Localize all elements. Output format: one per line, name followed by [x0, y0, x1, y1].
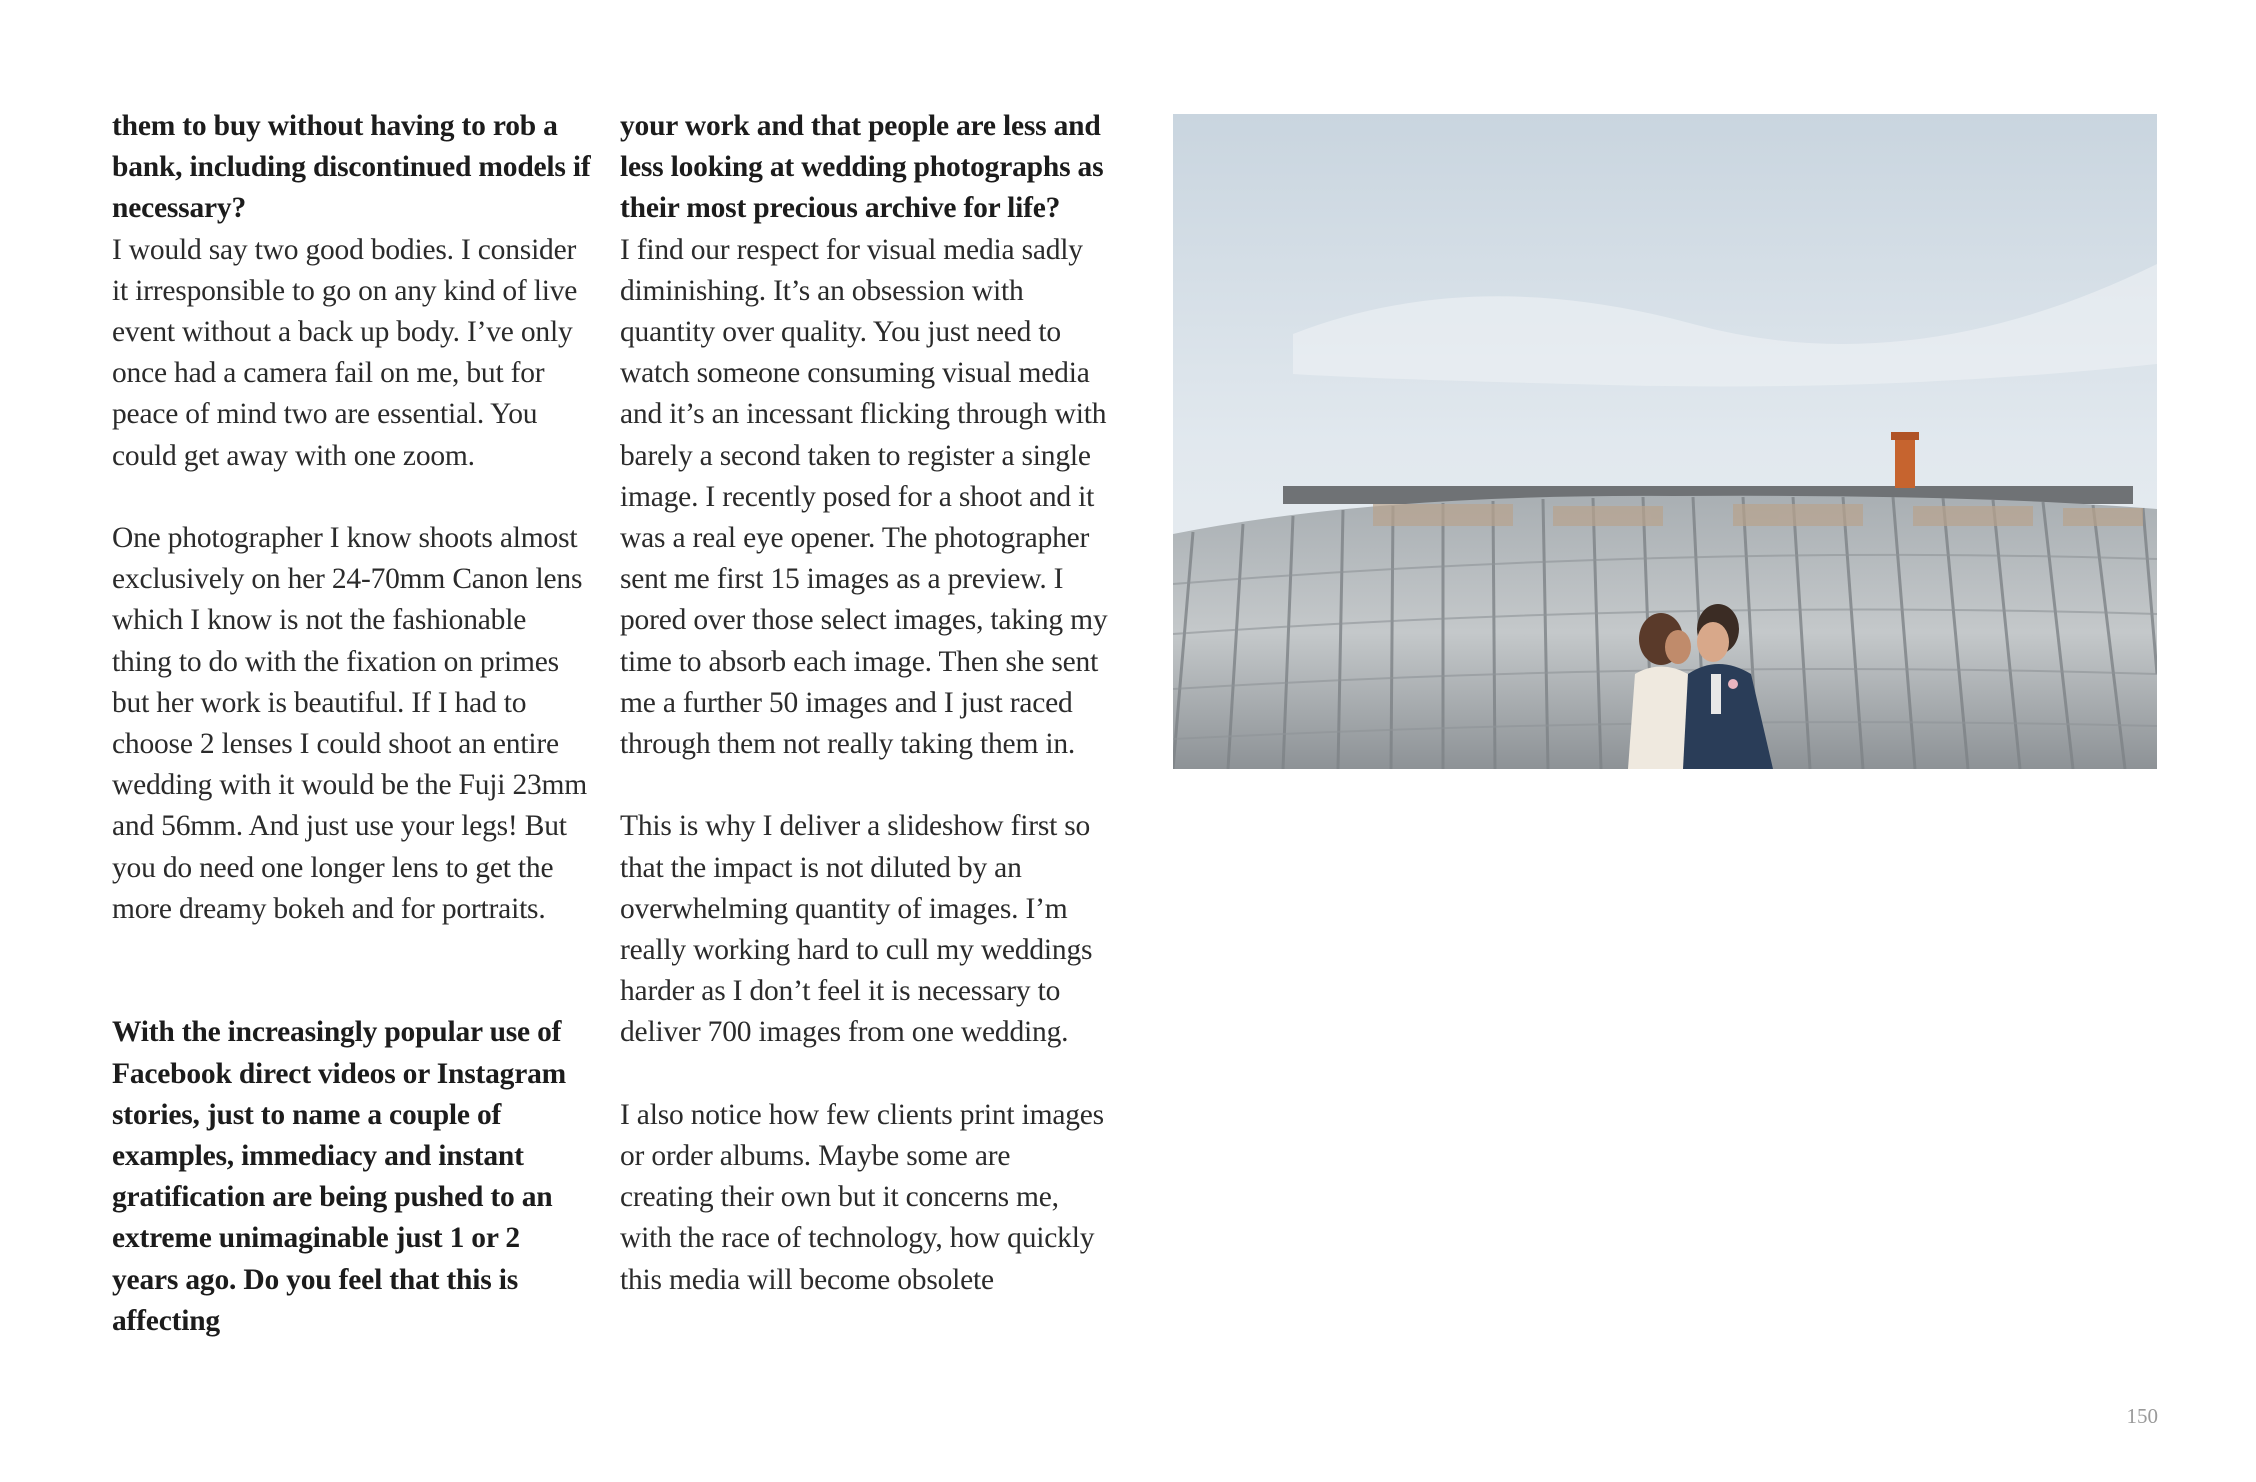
- question-continued: your work and that people are less and less looking at wedding photographs as their most precious archive for life?: [620, 110, 1104, 225]
- text-column-left: [112, 106, 592, 1342]
- text-column-right: [620, 106, 1110, 1301]
- answer-paragraph: One photographer I know shoots almost exclusively on her 24-70mm Canon lens which I know is not the fashionable thing to do with the fixation on primes but her work is beautiful. If I had to choose 2 lenses I could shoot an entire wedding with it would be the Fuji 23mm and 56mm. And just use your legs! But you do need one longer lens to get the more dreamy bokeh and for portraits.: [112, 522, 588, 925]
- answer-paragraph: I find our respect for visual media sadly diminishing. It’s an obsession with quantity over quality. You just need to watch someone consuming visual media and it’s an incessant flicking through with barely a second taken to register a single image. I recently posed for a shoot and it was a real eye opener. The photographer sent me first 15 images as a preview. I pored over those select images, taking my time to absorb each image. Then she sent me a further 50 images and I just raced through them not really taking them in.: [620, 233, 1108, 761]
- wedding-couple-photo: [1173, 114, 2157, 769]
- answer-paragraph: This is why I deliver a slideshow first so that the impact is not diluted by an overwhelming quantity of images. I’m really working hard to cull my weddings harder as I don’t feel it is necessary to deliver 700 images from one wedding.: [620, 810, 1093, 1049]
- page-number: 150: [2126, 1404, 2158, 1428]
- question-continued: them to buy without having to rob a bank, including discontinued models if necessary?: [112, 110, 591, 225]
- answer-paragraph: I would say two good bodies. I consider it irresponsible to go on any kind of live event without a back up body. I’ve only once had a camera fail on me, but for peace of mind two are essential. You could get away with one zoom.: [112, 233, 578, 472]
- question-heading: With the increasingly popular use of Facebook direct videos or Instagram stories, just to name a couple of examples, immediacy and instant gratification are being pushed to an extreme unimaginable just 1 or 2 years ago. Do you feel that this is affecting: [112, 1016, 567, 1337]
- photo-illustration: [1173, 114, 2157, 769]
- answer-paragraph: I also notice how few clients print images or order albums. Maybe some are creating their own but it concerns me, with the race of technology, how quickly this media will become obsolete: [620, 1098, 1104, 1296]
